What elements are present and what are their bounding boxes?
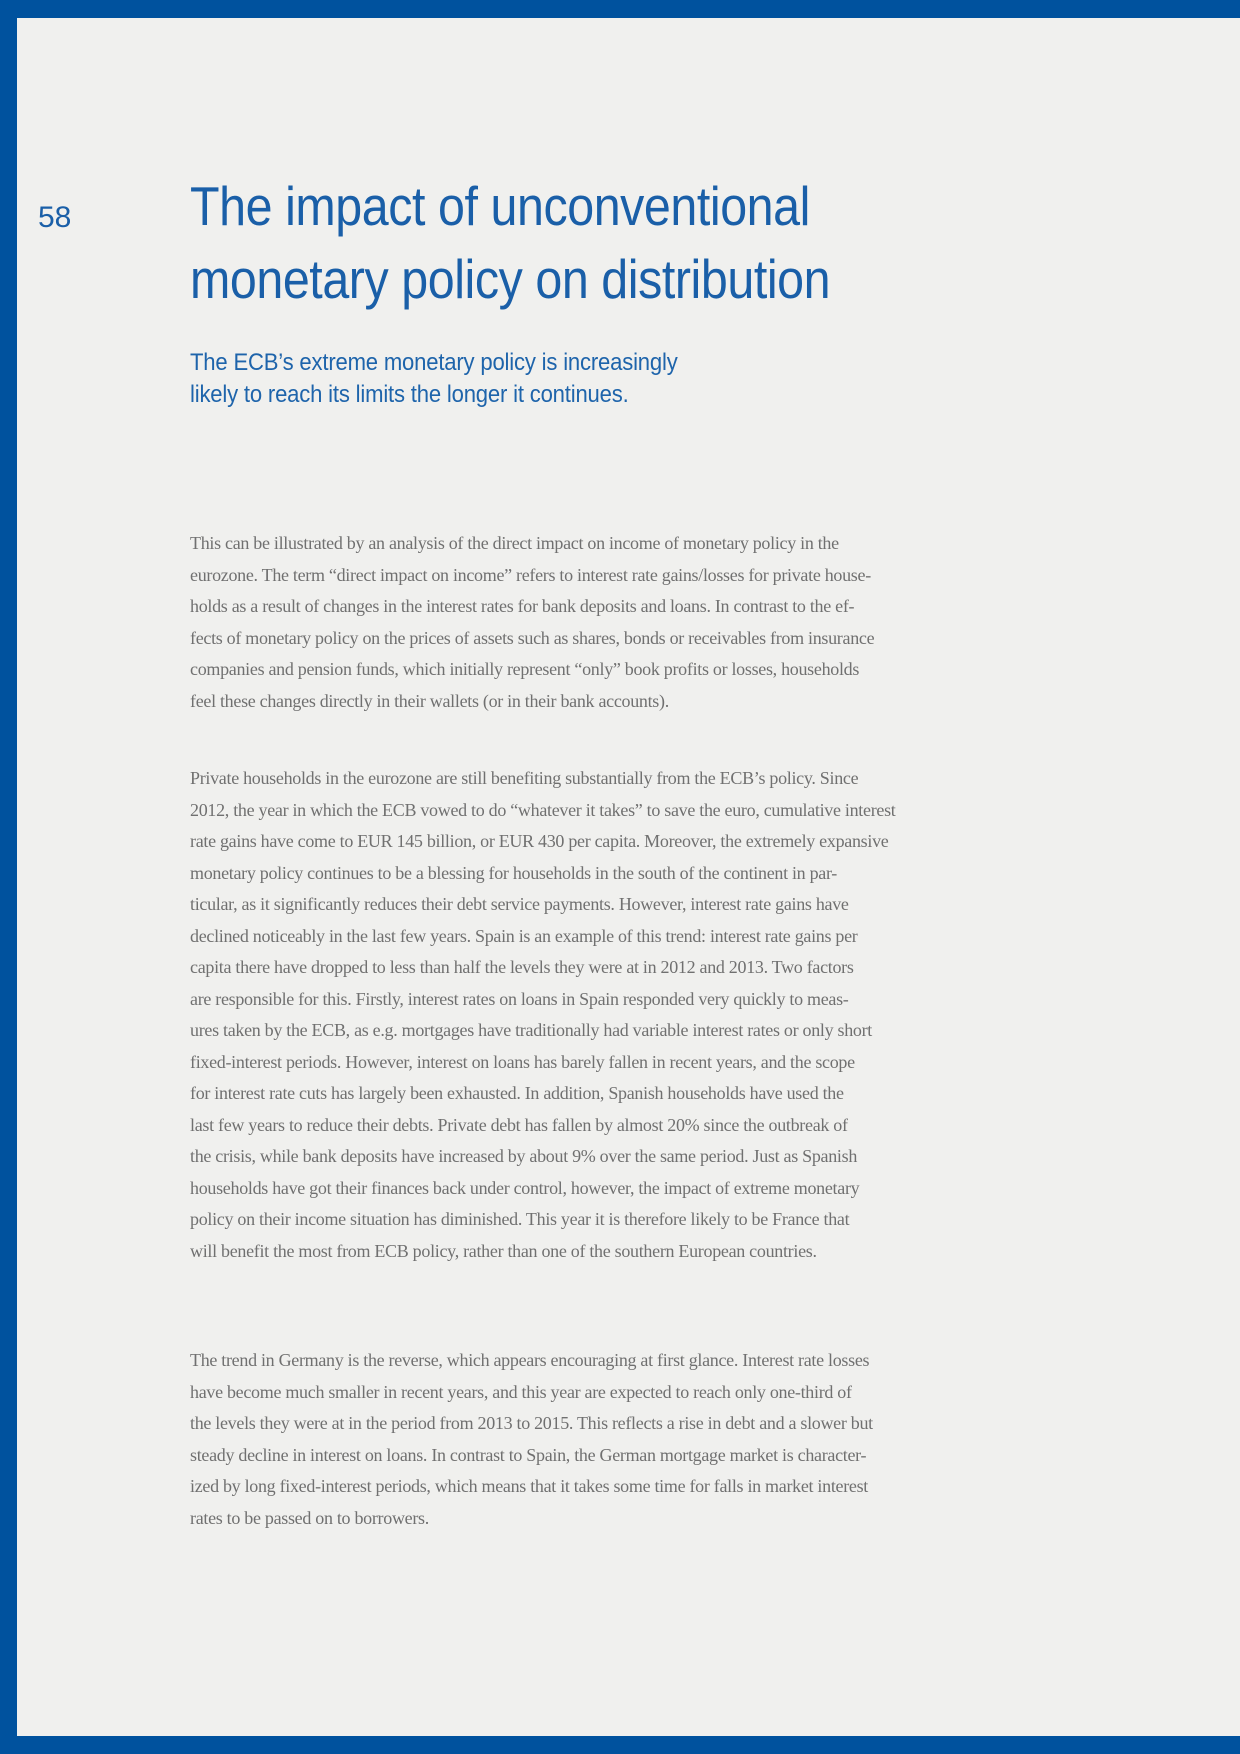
page-number: 58 (38, 201, 72, 234)
body-paragraph: The trend in Germany is the reverse, which appears encouraging at first glance. Interest rate losses have become much smaller in recent years, and this year are expected to reach only one-third of the levels they were at in the period from 2013 to 2015. This reflects a rise in debt and a slower but steady decline in interest on loans. In contrast to Spain, the German mortgage market is character- ized by long fixed-interest periods, which means that it takes some time for falls in market interest rates to be passed on to borrowers. (190, 1350, 873, 1528)
page-title: The impact of unconventional monetary policy on distribution (190, 175, 831, 310)
page-surface (17, 18, 1240, 1736)
body-paragraph: Private households in the eurozone are still benefiting substantially from the ECB’s policy. Since 2012, the year in which the ECB vowed to do “whatever it takes” to save the euro, cumulative interest rate gains have come to EUR 145 billion, or EUR 430 per capita. Moreover, the extremely expansive monetary policy continues to be a blessing for households in the south of the continent in par- ticular, as it significantly reduces their debt service payments. However, interest rate gains have declined noticeably in the last few years. Spain is an example of this trend: interest rate gains per capita there have dropped to less than half the levels they were at in 2012 and 2013. Two factors are responsible for this. Firstly, interest rates on loans in Spain responded very quickly to meas- ures taken by the ECB, as e.g. mortgages have traditionally had variable interest rates or only short fixed-interest periods. However, interest on loans has barely fallen in recent years, and the scope for interest rate cuts has largely been exhausted. In addition, Spanish households have used the last few years to reduce their debts. Private debt has fallen by almost 20% since the outbreak of the crisis, while bank deposits have increased by about 9% over the same period. Just as Spanish households have got their finances back under control, however, the impact of extreme monetary policy on their income situation has diminished. This year it is therefore likely to be France that will benefit the most from ECB policy, rather than one of the southern European countries. (190, 768, 896, 1261)
body-paragraph: This can be illustrated by an analysis of the direct impact on income of monetary policy in the eurozone. The term “direct impact on income” refers to interest rate gains/losses for private house- holds as a result of changes in the interest rates for bank deposits and loans. In contrast to the ef- fects of monetary policy on the prices of assets such as shares, bonds or receivables from insurance companies and pension funds, which initially represent “only” book profits or losses, households feel these changes directly in their wallets (or in their bank accounts). (190, 533, 875, 711)
page-subtitle: The ECB’s extreme monetary policy is increasingly likely to reach its limits the longer it continues. (190, 349, 678, 408)
